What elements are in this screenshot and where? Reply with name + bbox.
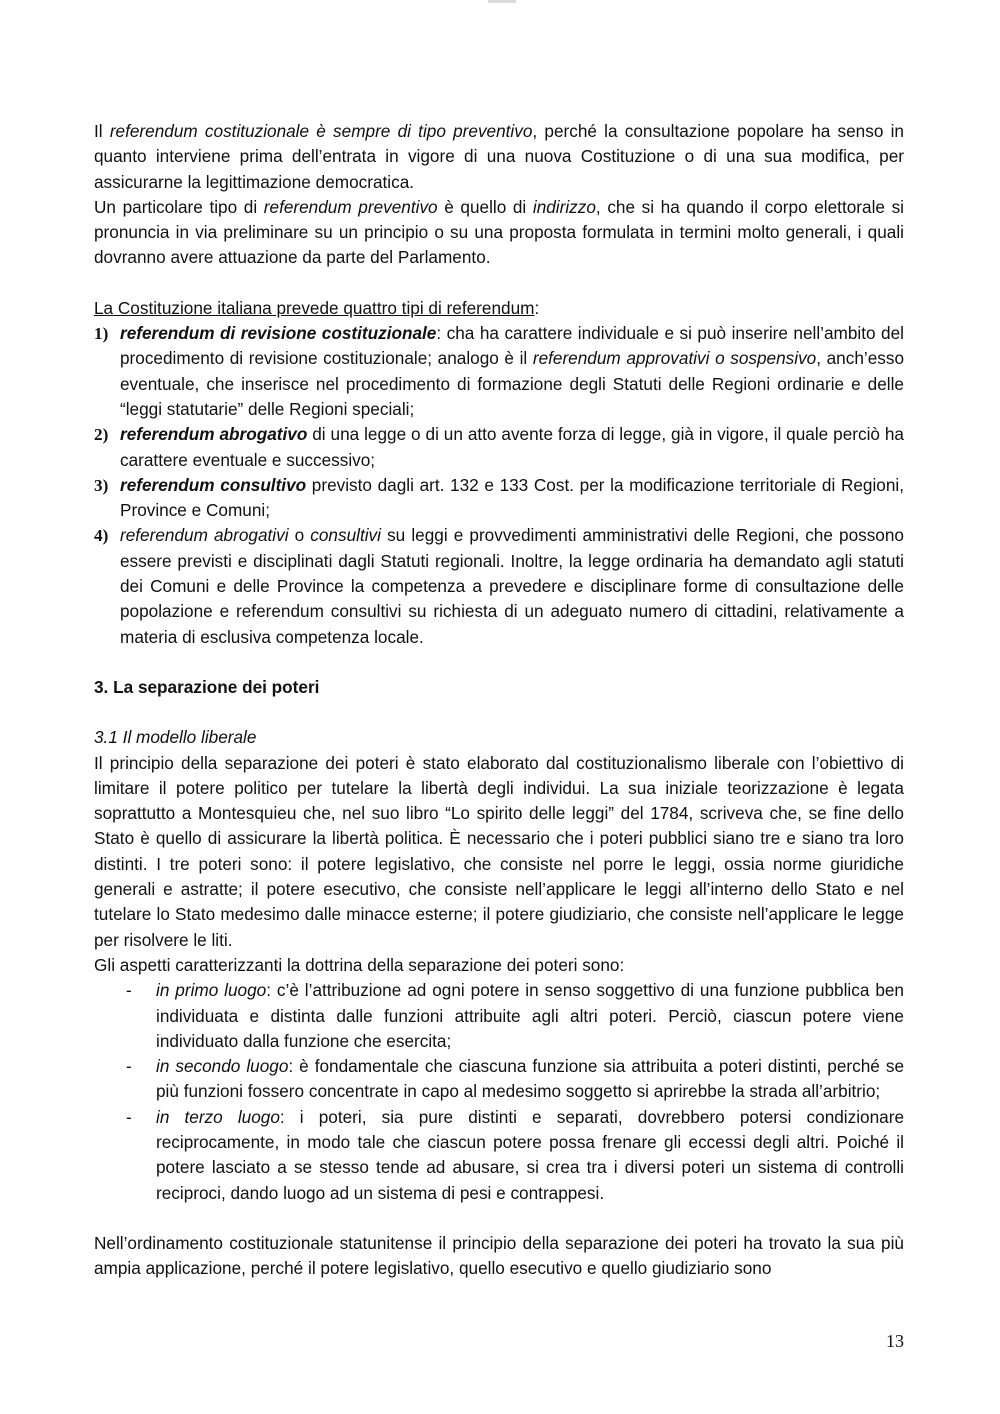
list-item (94, 473, 904, 524)
bold-italic-term: referendum di revisione costituzionale (120, 323, 437, 344)
text: : c’è l’attribuzione ad ogni potere in senso soggettivo di una funzione pubblica ben individuata e distinta dalle funzioni attribuite agli altri poteri. Perciò, ciascun potere viene individuato dalla funzione che esercita; (156, 980, 904, 1051)
italic-term: referendum preventivo (263, 196, 438, 217)
text: , anch’esso eventuale, che inserisce nel procedimento di formazione degli Statuti delle Regioni ordinarie e delle “leggi statutarie” delle Regioni speciali; (120, 348, 905, 419)
text: , perché la consultazione popolare ha senso in quanto interviene prima dell’entrata in vigore di una nuova Costituzione o di una sua modifica, per assicurarne la legittimazione democratica. (94, 121, 904, 192)
dash-bullet: - (126, 1106, 132, 1127)
page-number: 13 (886, 1331, 904, 1351)
text: : è fondamentale che ciascuna funzione sia attribuita a poteri distinti, perché se più funzioni fossero concentrate in capo al medesimo soggetto si aprirebbe la strada all’arbitrio; (156, 1056, 904, 1102)
italic-term: indirizzo (532, 196, 596, 217)
list-number: 4) (94, 526, 109, 546)
list-number: 3) (94, 475, 109, 495)
text: : cha ha carattere individuale e si può inserire nell’ambito del procedimento di revisione costituzionale; analogo è il (120, 323, 904, 369)
text: : (534, 297, 540, 318)
text: , che si ha quando il corpo elettorale si pronuncia in via preliminare su un principio o su una proposta formulata in termini molto generali, i quali dovranno avere attuazione da parte del Parlamento. (94, 196, 904, 268)
header-mark (488, 0, 516, 3)
section-title: 3. La separazione dei poteri (94, 676, 320, 697)
text: : i poteri, sia pure distinti e separati, dovrebbero potersi condizionare reciprocamente, in modo tale che ciascun potere possa frenare gli eccessi degli altri. Poiché il potere lasciato a se stesso tende ad abusare, si crea tra i diversi poteri un sistema di controlli reciproci, dando luogo ad un sistema di pesi e contrappesi. (156, 1106, 905, 1203)
italic-term: consultivi (310, 525, 381, 546)
italic-term: in primo luogo (156, 980, 267, 1001)
blank-line (94, 271, 904, 296)
subsection-title: 3.1 Il modello liberale (94, 727, 257, 748)
italic-term: in secondo luogo (156, 1056, 289, 1077)
list-intro (94, 296, 904, 321)
paragraph-modello-liberale: Il principio della separazione dei poteri è stato elaborato dal costituzionalismo liberale con l’obiettivo di limitare il potere politico per tutelare la libertà degli individui. La sua iniziale teorizzazione è legata soprattutto a Montesquieu che, nel suo libro “Lo spirito delle leggi” del 1784, scriveva che, se fine dello Stato è quello di assicurare la libertà politica. È necessario che i poteri pubblici siano tre e siano tra loro distinti. I tre poteri sono: il potere legislativo, che consiste nel porre le leggi, ossia norme giuridiche generali e astratte; il potere esecutivo, che consiste nell’applicare le leggi all’interno dello Stato e nel tutelare lo Stato medesimo dalle minacce esterne; il potere giudiziario, che consiste nell’applicare le legge per risolvere le liti. (94, 752, 904, 950)
paragraph-statunitense: Nell’ordinamento costituzionale statunitense il principio della separazione dei poteri ha trovato la sua più ampia applicazione, perché il potere legislativo, quello esecutivo e quello giudiziario sono (94, 1232, 904, 1279)
italic-term: referendum abrogativi (120, 525, 289, 546)
blank-line (94, 700, 904, 725)
italic-term: in terzo luogo (156, 1106, 280, 1127)
text: Il (94, 121, 110, 141)
italic-term: referendum approvativi o sospensivo (532, 348, 817, 369)
list-number: 1) (94, 324, 109, 344)
blank-line (94, 650, 904, 675)
list-number: 2) (94, 425, 109, 445)
list-item (94, 523, 904, 649)
paragraph-referendum-costituzionale (94, 119, 904, 195)
text: su leggi e provvedimenti amministrativi delle Regioni, che possono essere previsti e disciplinati dagli Statuti regionali. Inoltre, la legge ordinaria ha demandato agli statuti dei Comuni e delle Province la competenza a prevedere e disciplinare forme di consultazione delle popolazione e referendum consultivi su richiesta di un adeguato numero di cittadini, relativamente a materia di esclusiva competenza locale. (120, 525, 904, 647)
blank-line (94, 1206, 904, 1231)
text: Un particolare tipo di (94, 196, 264, 217)
bold-italic-term: referendum consultivo (120, 474, 307, 495)
list-item (94, 1054, 904, 1105)
list-item (94, 422, 904, 473)
text: previsto dagli art. 132 e 133 Cost. per la modificazione territoriale di Regioni, Province e Comuni; (120, 474, 905, 521)
dash-bullet: - (126, 980, 132, 1001)
aspects-list (94, 978, 904, 1206)
paragraph-aspetti: Gli aspetti caratterizzanti la dottrina della separazione dei poteri sono: (94, 954, 625, 975)
bold-italic-term: referendum abrogativo (120, 424, 308, 445)
text: è quello di (437, 196, 533, 217)
italic-term: referendum costituzionale è sempre di tipo preventivo (109, 121, 533, 141)
list-item (94, 321, 904, 422)
text: di una legge o di un atto avente forza di legge, già in vigore, il quale perciò ha carattere eventuale e successivo; (120, 424, 904, 470)
underlined-text: La Costituzione italiana prevede quattro tipi di referendum (94, 297, 535, 318)
referendum-types-list (94, 321, 904, 650)
page-body (94, 119, 904, 1281)
paragraph-referendum-preventivo (94, 195, 904, 271)
list-item (94, 978, 904, 1054)
dash-bullet: - (126, 1056, 132, 1077)
list-item (94, 1105, 904, 1206)
text: o (288, 525, 311, 546)
